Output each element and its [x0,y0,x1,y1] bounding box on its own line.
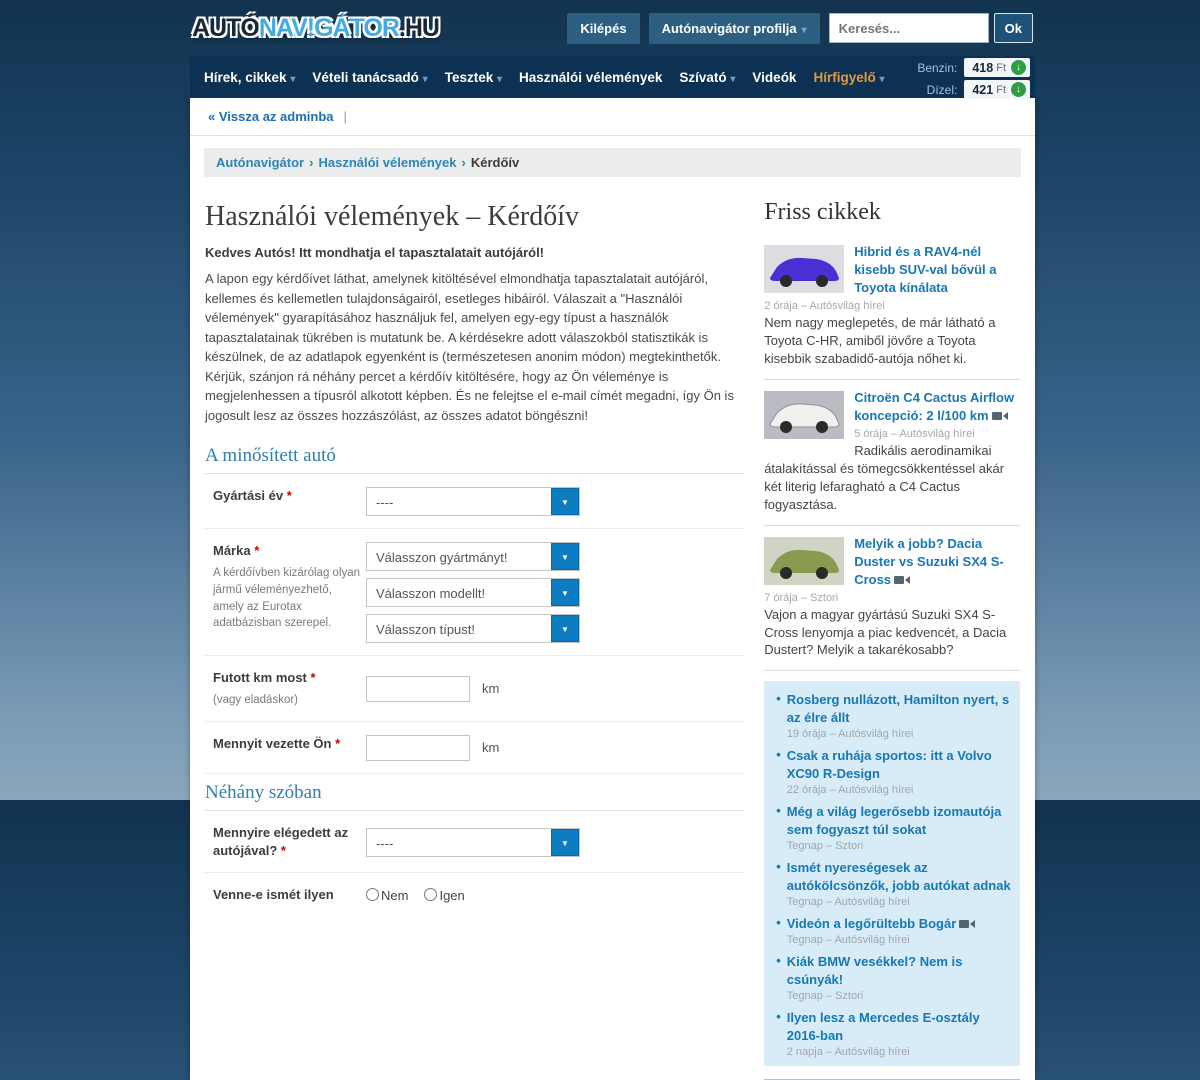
production-year-label: Gyártási év * [213,488,292,503]
nav-item-videok[interactable]: Videók [752,69,797,85]
sidebar-title: Friss cikkek [764,199,881,225]
breadcrumb-home-link[interactable]: Autónavigátor [216,155,305,170]
article-thumbnail[interactable] [764,245,844,293]
buy-again-option-yes[interactable] [424,888,464,903]
news-title-link[interactable]: Ilyen lesz a Mercedes E-osztály 2016-ban [786,1010,980,1044]
brand-make-select-value: Válasszon gyártmányt! [376,550,508,565]
questionnaire-lead: Kedves Autós! Itt mondhatja el tapasztalatait autójáról! [205,245,545,260]
select-arrow-icon[interactable]: ▼ [551,615,579,642]
news-meta: 22 órája – Autósvilág hírei [786,784,914,797]
logo-part-navigator: NAV!GÁTOR [258,13,399,42]
chevron-down-icon: ▾ [730,73,736,85]
article-title-link[interactable]: Hibrid és a RAV4-nél kisebb SUV-val bővül a Toyota kínálata [854,244,997,295]
section-title-rated-car: A minősített autó [205,437,744,474]
form-row-driven [205,722,744,774]
satisfaction-control [366,824,580,860]
news-title-link[interactable]: Csak a ruhája sportos: itt a Volvo XC90 R-Design [786,748,992,782]
nav-item-szivato[interactable]: Szívató ▾ [679,69,736,85]
brand-label: Márka * A kérdőívben kizárólag olyan jármű véleményezhető, amely az Eurotax adatbázisban szerepel. [213,542,361,643]
admin-bar-divider: | [343,109,347,124]
article-thumbnail[interactable] [764,537,844,585]
news-list-item [774,1009,1014,1058]
news-title-link[interactable]: Kiák BMW vesékkel? Nem is csúnyák! [786,954,963,988]
news-list-item [774,953,1014,1002]
profile-dropdown-button[interactable] [649,13,820,44]
content-panel [190,98,1035,1080]
logo-part-hu: .HU [398,13,439,42]
price-down-icon: ↓ [1011,82,1026,97]
mileage-label: Futott km most * (vagy eladáskor) [213,669,361,709]
fuel-dizel-pill[interactable] [964,80,1030,99]
video-camera-icon [992,411,1008,421]
buy-again-option-no[interactable] [366,888,408,903]
fuel-dizel-unit: Ft [996,83,1006,96]
article-meta: 7 órája – Sztori [764,591,839,604]
driven-label: Mennyit vezette Ön * [213,735,341,751]
logo-part-auto: AUTÓ [192,13,259,42]
buy-again-radio-no[interactable] [366,888,379,901]
brand-controls [366,542,580,643]
breadcrumb-current: Kérdőív [470,155,520,170]
form-row-brand [205,529,744,656]
select-arrow-icon[interactable]: ▼ [551,488,579,515]
nav-item-tesztek[interactable]: Tesztek ▾ [444,69,503,85]
satisfaction-select-value: ---- [376,835,394,851]
required-asterisk: * [254,543,260,558]
section-title-in-few-words: Néhány szóban [205,774,744,811]
news-title-link[interactable]: Ismét nyereségesek az autókölcsönzők, jobb autókat adnak [786,860,1011,894]
news-title-link[interactable]: Rosberg nullázott, Hamilton nyert, s az élre állt [786,692,1010,726]
news-list-box [764,681,1020,1066]
form-row-satisfaction [205,811,744,873]
form-row-production-year [205,474,744,529]
chevron-down-icon: ▾ [497,73,503,85]
page-title: Használói vélemények – Kérdőív [205,201,579,232]
news-meta: Tegnap – Sztori [786,990,864,1003]
bullet-icon: • [776,691,781,707]
chevron-down-icon: ▾ [879,73,885,85]
brand-model-select-value: Válasszon modellt! [376,586,486,601]
price-down-icon: ↓ [1011,60,1026,75]
news-list-item [774,747,1014,796]
breadcrumb-separator: › [309,155,314,170]
breadcrumb-section-link[interactable]: Használói vélemények [318,155,457,170]
main-columns [190,187,1035,1080]
buy-again-no-label: Nem [381,887,409,903]
article-item [764,380,1020,526]
buy-again-radio-group [366,888,465,903]
news-meta: Tegnap – Sztori [786,840,864,853]
bullet-icon: • [776,953,781,969]
top-header [190,0,1035,56]
main-nav [190,56,1035,98]
nav-item-hirek-cikkek[interactable]: Hírek, cikkek ▾ [204,69,296,85]
video-camera-icon [959,919,975,929]
satisfaction-select[interactable] [366,828,580,857]
logout-button[interactable]: Kilépés [567,13,639,44]
satisfaction-label: Mennyire elégedett az autójával? * [213,824,349,859]
header-actions [567,13,1033,44]
driven-control [366,735,499,761]
buy-again-yes-label: Igen [439,887,465,903]
site-logo[interactable] [192,14,439,43]
fuel-benzin-pill[interactable] [964,58,1030,77]
bullet-icon: • [776,915,781,931]
fuel-benzin-label: Benzin: [917,60,958,75]
brand-type-select-value: Válasszon típust! [376,622,475,637]
article-excerpt: Nem nagy meglepetés, de már látható a Toyota C-HR, amiből jövőre a Toyota kisebbik szabadidő-autója nőhet ki. [764,315,996,366]
chevron-down-icon: ▾ [801,24,807,36]
required-asterisk: * [280,843,286,859]
mileage-help-text: (vagy eladáskor) [213,694,299,707]
chevron-down-icon: ▾ [422,73,428,85]
production-year-control [366,487,580,516]
mileage-control [366,669,499,709]
search-form [829,13,1033,43]
required-asterisk: * [335,735,341,751]
fuel-benzin-unit: Ft [996,61,1006,74]
questionnaire-column [205,189,744,1080]
brand-type-select[interactable] [366,614,580,643]
news-list-item [774,803,1014,852]
search-submit-button[interactable]: Ok [994,13,1033,43]
back-to-admin-link[interactable]: « Vissza az adminba [208,109,334,124]
article-meta: 5 órája – Autósvilág hírei [854,427,975,440]
article-title-link[interactable]: Citroën C4 Cactus Airflow koncepció: 2 l/100 km [854,389,1015,423]
select-arrow-icon[interactable]: ▼ [551,829,579,856]
brand-model-select[interactable] [366,578,580,607]
article-excerpt: Radikális aerodinamikai átalakítással és tömegcsökkentéssel akár két literig lefaragható a C4 Cactus fogyasztása. [764,442,1005,512]
fuel-prices [917,58,1030,102]
required-asterisk: * [286,488,292,503]
news-title-link[interactable]: Videón a legőrültebb Bogár [786,916,957,932]
profile-dropdown-label: Autónavigátor profilja [661,20,797,36]
news-meta: Tegnap – Autósvilág hírei [786,896,910,909]
news-meta: 2 napja – Autósvilág hírei [786,1046,910,1059]
article-excerpt: Vajon a magyar gyártású Suzuki SX4 S-Cross lenyomja a piac kedvencét, a Dacia Dustert? Melyik a takarékosabb? [764,606,1007,658]
bullet-icon: • [776,1009,781,1025]
driven-input[interactable] [366,735,470,761]
article-title-link[interactable]: Melyik a jobb? Dacia Duster vs Suzuki SX4 S-Cross [854,535,1004,587]
driven-unit: km [482,740,500,756]
buy-again-control [366,886,465,904]
news-list-item [774,691,1014,740]
article-meta: 2 órája – Autósvilág hírei [764,300,885,312]
news-list-item [774,859,1014,908]
production-year-select[interactable] [366,487,580,516]
breadcrumb-separator: › [461,155,466,170]
brand-help-text: A kérdőívben kizárólag olyan jármű véleményezhető, amely az Eurotax adatbázisban szerepel. [213,567,361,630]
chevron-down-icon: ▾ [290,73,296,85]
bullet-icon: • [776,859,781,875]
production-year-select-value: ---- [376,495,394,510]
bullet-icon: • [776,747,781,763]
form-row-mileage [205,656,744,722]
buy-again-radio-yes[interactable] [424,888,437,901]
bullet-icon: • [776,803,781,819]
news-meta: 19 órája – Autósvilág hírei [786,728,914,741]
form-row-buy-again [205,873,744,916]
fresh-articles-sidebar [764,189,1020,1080]
questionnaire-intro: A lapon egy kérdőívet láthat, amelynek kitöltésével elmondhatja tapasztalatait autójáról, kellemes és kellemetlen tulajdonságairól, esetleges hibáiról. Válaszait a "Használói vélemények" gyarapításához használjuk fel, amelyen egy-egy típust a használók tapasztalatainak tükrében is mutatunk be. A kérdésekre adott válaszokból statisztikák is készülnek, de az adatlapok egyenként is (természetesen anonim módon) megtekinthetők. Kérjük, szánjon rá néhány percet a kérdőív kitöltésére, hogy az Ön véleménye is megjelenhessen a típusról alkotott képben. És ne felejtse el e-mail címét megadni, így Ön is jogosult lesz az összes hozzászólást, az összes adatot böngészni! [205,271,734,423]
mileage-unit: km [482,681,500,697]
news-meta: Tegnap – Autósvilág hírei [786,934,910,947]
article-item [764,526,1020,672]
video-camera-icon [894,575,910,585]
fuel-row-benzin [917,58,1030,77]
select-arrow-icon[interactable]: ▼ [551,543,579,570]
brand-make-select[interactable] [366,542,580,571]
buy-again-label: Venne-e ismét ilyen [213,887,334,903]
fuel-row-dizel [917,80,1030,99]
breadcrumb [204,148,1021,177]
admin-bar [190,98,1035,136]
fuel-dizel-value: 421 [972,82,994,97]
article-item [764,234,1020,380]
search-input[interactable] [829,13,989,43]
news-title-link[interactable]: Még a világ legerősebb izomautója sem fogyaszt túl sokat [786,804,1002,838]
page-container [190,0,1035,1080]
required-asterisk: * [310,670,316,685]
fuel-benzin-value: 418 [972,60,994,75]
fuel-dizel-label: Dízel: [926,82,958,97]
nav-item-veteli-tanacsado[interactable]: Vételi tanácsadó ▾ [312,69,428,85]
select-arrow-icon[interactable]: ▼ [551,579,579,606]
nav-item-hirfigyelo[interactable]: Hírfigyelő ▾ [813,69,885,85]
mileage-input[interactable] [366,676,470,702]
news-list-item [774,915,1014,946]
article-thumbnail[interactable] [764,391,844,439]
nav-item-hasznaloi-velemenyek[interactable]: Használói vélemények [519,69,663,85]
